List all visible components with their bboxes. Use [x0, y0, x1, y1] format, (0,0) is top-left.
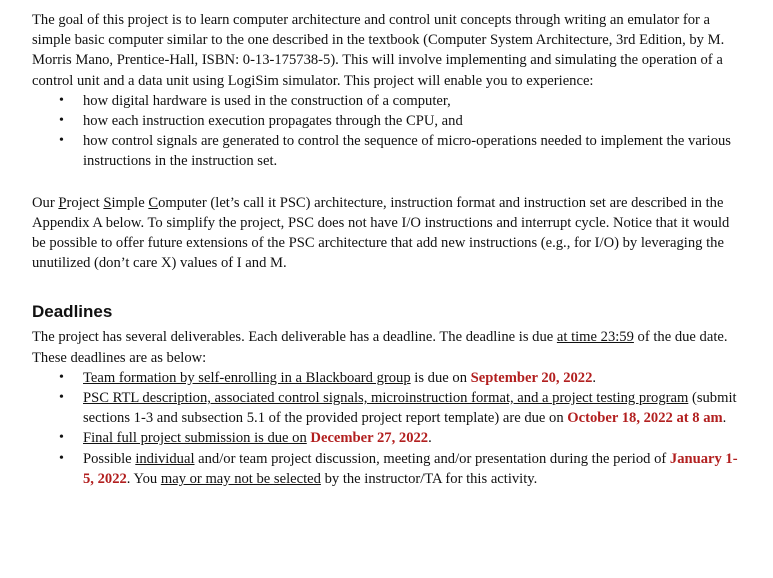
deadline-mid: . You: [126, 470, 161, 487]
deadline-text: and/or team project discussion, meeting and/or presentation during the period of: [194, 450, 670, 467]
deadlines-list: [32, 368, 744, 489]
intro-bullet-list: [32, 91, 744, 172]
deadline-selection-note: may or may not be selected: [160, 470, 321, 487]
deadline-end: .: [592, 369, 597, 386]
deadline-pre: Possible: [83, 450, 136, 467]
deadline-task: Team formation by self-enrolling in a Blackboard group: [83, 369, 411, 386]
document-body: [32, 10, 744, 489]
deadline-task: PSC RTL description, associated control signals, microinstruction format, and a project testing program: [83, 390, 689, 407]
list-item: • how digital hardware is used in the construction of a computer,: [32, 91, 744, 111]
deadline-date: December 27, 2022: [310, 430, 429, 447]
deadline-item: [32, 428, 744, 448]
deadline-individual: individual: [135, 450, 195, 467]
list-item: • how each instruction execution propagates through the CPU, and: [32, 111, 744, 131]
deadline-date: September 20, 2022: [470, 369, 593, 386]
deadlines-intro: [32, 327, 744, 367]
intro-paragraph: The goal of this project is to learn computer architecture and control unit concepts through writing an emulator for a simple basic computer similar to the one described in the textbook (Computer System Architecture, 3rd Edition, by M. Morris Mano, Prentice-Hall, ISBN: 0-13-175738-5). This will involve implementing and simulating the operation of a control unit and a data unit using LogiSim simulator. This project will enable you to experience:: [32, 12, 725, 89]
deadline-text: (submit sections 1-3 and subsection 5.1 of the provided project report template) are due on: [83, 390, 737, 427]
psc-initial-s: S: [103, 194, 112, 211]
deadline-end: .: [722, 410, 727, 427]
psc-initial-p: P: [58, 194, 67, 211]
deadlines-heading: Deadlines: [32, 302, 113, 322]
psc-word-2: imple: [111, 194, 149, 211]
deadline-end: .: [428, 430, 432, 447]
deadline-date: October 18, 2022 at 8 am: [567, 410, 723, 427]
deadline-end: by the instructor/TA for this activity.: [320, 470, 538, 487]
deadline-item: [32, 449, 744, 489]
psc-pre: Our: [32, 194, 59, 211]
deadline-text: is due on: [410, 369, 471, 386]
psc-post: (let’s call it PSC) architecture, instruction format and instruction set are described in the Appendix A below. To simplify the project, PSC does not have I/O instructions and interrupt cycle. Notice that it would be possible to offer future extensions of the PSC architecture that add new instructions (e.g., for I/O) by leveraging the unutilized (don’t care X) values of I and M.: [32, 194, 730, 272]
list-item: • how control signals are generated to control the sequence of micro-operations needed to implement the various instructions in the instruction set.: [32, 131, 744, 171]
psc-word-1: roject: [66, 194, 104, 211]
deadlines-intro-text: The project has several deliverables. Each deliverable has a deadline. The deadline is due: [32, 329, 557, 346]
psc-word-3: omputer: [158, 194, 207, 211]
psc-paragraph: [32, 193, 744, 274]
deadline-time: at time 23:59: [556, 329, 634, 346]
deadline-item: [32, 368, 744, 388]
deadline-date: January 1-5, 2022: [83, 450, 738, 487]
deadlines-intro-tail: of the due date. These deadlines are as below:: [32, 329, 728, 366]
deadline-task: Final full project submission is due on: [83, 430, 307, 447]
deadline-item: [32, 388, 744, 428]
psc-initial-c: C: [148, 194, 159, 211]
